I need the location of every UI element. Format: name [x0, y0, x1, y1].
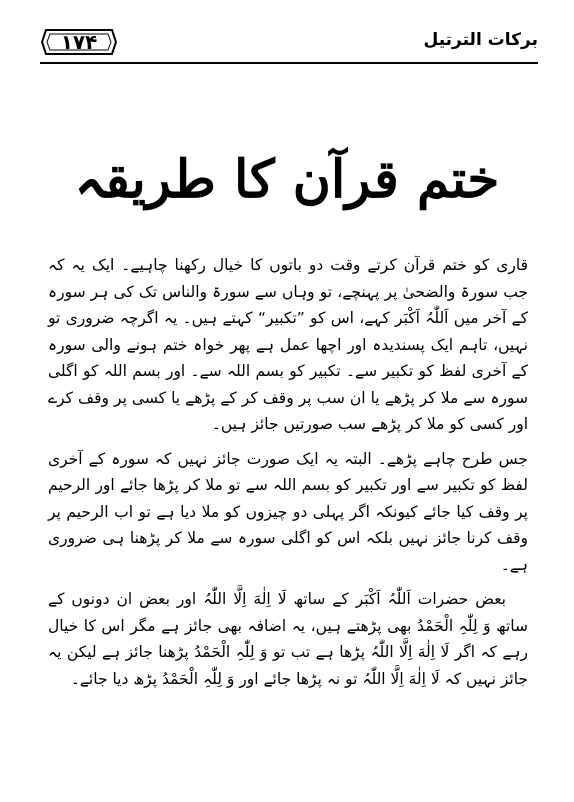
chapter-title: ختم قرآن کا طریقہ [74, 149, 500, 210]
page-number-badge [40, 28, 118, 56]
book-title: برکات الترتیل [423, 30, 538, 50]
header-divider [40, 62, 538, 64]
paragraph: قاری کو ختم قرآن کرتے وقت دو باتوں کا خیال رکھنا چاہیے۔ ایک یہ کہ جب سورۃ والضحیٰ پر پہنچے، تو وہاں سے سورۃ والناس تک کی ہر سورہ کے آخر میں اَللّٰہُ اَکْبَر کہے، اس کو ”تکبیر“ کہتے ہیں۔ یہ اگرچہ ضروری تو نہیں، تاہم ایک پسندیدہ اور اچھا عمل ہے پھر خواہ ختم ہونے والی سورہ کے آخری لفظ کو تکبیر سے۔ تکبیر کو بسم اللہ سے۔ اور بسم اللہ کو اگلی سورہ سے ملا کر پڑھے یا ان سب پر وقف کر کے پڑھے یا کسی پر وقف کرے اور کسی کو ملا کر پڑھے سب صورتیں جائز ہیں۔ [48, 256, 528, 433]
body-text [48, 252, 528, 700]
page-header [40, 28, 538, 60]
page-number: ۱۷۴ [60, 30, 98, 54]
paragraph: بعض حضرات اَللّٰہُ اَکْبَر کے ساتھ لَا اِلٰهَ اِلَّا اللّٰہُ اور بعض ان دونوں کے ساتھ وَ لِلّٰہِ الْحَمْدُ بھی پڑھتے ہیں، یہ اضافہ بھی جائز ہے مگر اس کا خیال رہے کہ اگر لَا اِلٰهَ اِلَّا اللّٰہُ پڑھا ہے تب تو وَ لِلّٰہِ الْحَمْدُ پڑھنا جائز ہے لیکن یہ جائز نہیں کہ لَا اِلٰهَ اِلَّا اللّٰہُ تو نہ پڑھا جائے اور وَ لِلّٰہِ الْحَمْدُ پڑھ دیا جائے۔ [48, 590, 528, 688]
paragraph: جس طرح چاہے پڑھے۔ البتہ یہ ایک صورت جائز نہیں کہ سورہ کے آخری لفظ کو تکبیر سے اور تکبیر کو بسم اللہ سے تو ملا کر پڑھا جائے اور الرحیم پر وقف کیا جائے کیونکہ اگر پہلی دو چیزوں کو ملا دیا ہے تو اب الرحیم پر وقف کرنا جائز نہیں بلکہ اس کو اگلی سورہ سے ملا کر پڑھنا ہی ضروری ہے۔ [48, 449, 528, 574]
